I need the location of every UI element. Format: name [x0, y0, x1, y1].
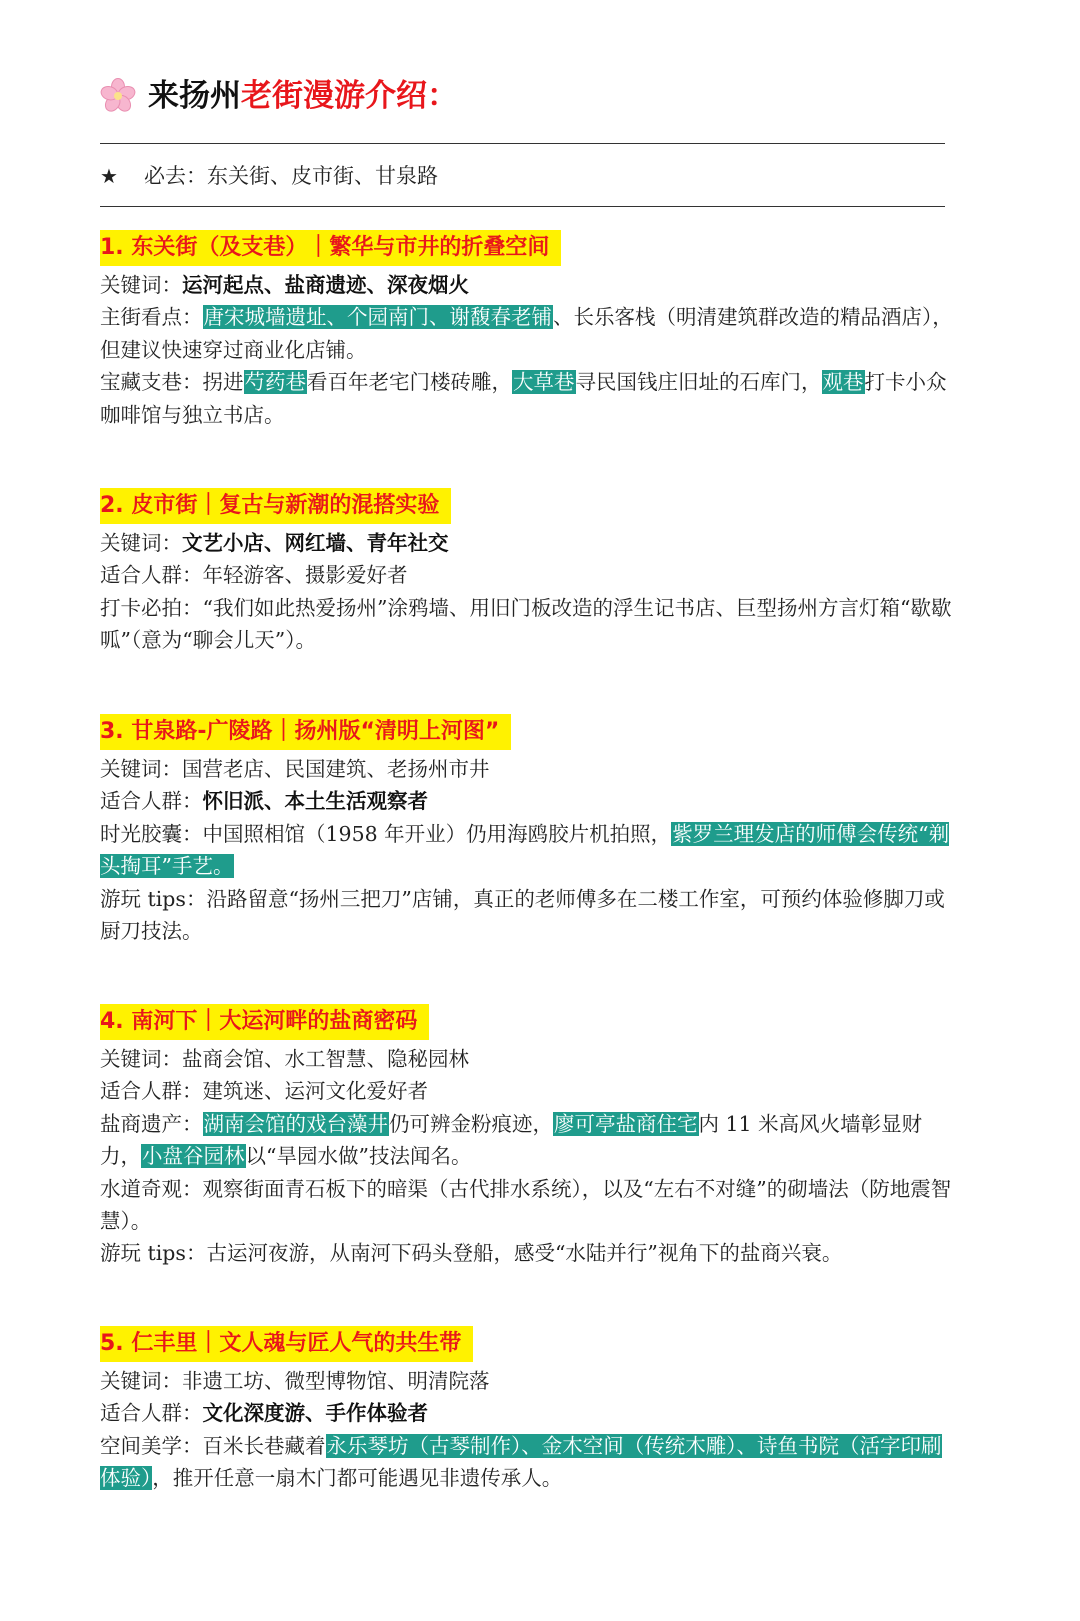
crowd-line: 适合人群：怀旧派、本土生活观察者: [100, 789, 428, 814]
keywords-line: 关键词：国营老店、民国建筑、老扬州市井: [100, 757, 490, 781]
divider-line: [100, 206, 945, 207]
section-heading: 5. 仁丰里｜文人魂与匠人气的共生带: [100, 1326, 473, 1362]
highlight-text: 大草巷: [513, 370, 575, 395]
section-dongguan-street: [100, 230, 960, 431]
section-heading: 2. 皮市街｜复古与新潮的混搭实验: [100, 488, 451, 524]
title-prefix: 来扬州: [148, 78, 241, 114]
must-go-line: [100, 158, 438, 194]
title-highlight: 老街漫游介绍：: [241, 78, 458, 114]
section-heading: 3. 甘泉路-广陵路｜扬州版“清明上河图”: [100, 714, 511, 750]
keywords-line: 关键词：非遗工坊、微型博物馆、明清院落: [100, 1369, 490, 1393]
tips-line: 游玩 tips：古运河夜游，从南河下码头登船，感受“水陆并行”视角下的盐商兴衰。: [100, 1241, 843, 1266]
crowd-line: 适合人群：建筑迷、运河文化爱好者: [100, 1079, 428, 1104]
photo-spots-line: 打卡必拍：“我们如此热爱扬州”涂鸦墙、用旧门板改造的浮生记书店、巨型扬州方言灯箱“歇歇呱”（意为“聊会儿天”）。: [100, 595, 952, 653]
cherry-blossom-icon: [100, 78, 136, 114]
section-heading: 4. 南河下｜大运河畔的盐商密码: [100, 1004, 429, 1040]
section-nanhexia: [100, 1004, 960, 1270]
highlight-text: 紫罗兰理发店的师傅会传统“剃头掏耳”手艺。: [100, 821, 950, 879]
highlight-text: 廖可亭盐商住宅: [554, 1111, 698, 1136]
waterway-line: 水道奇观：观察街面青石板下的暗渠（古代排水系统），以及“左右不对缝”的砌墙法（防地震智慧）。: [100, 1176, 952, 1234]
heritage-line: 盐商遗产：湖南会馆的戏台藻井仍可辨金粉痕迹，廖可亭盐商住宅内 11 米高风火墙彰显财力，小盘谷园林以“旱园水做”技法闻名。: [100, 1111, 923, 1169]
alley-line: 宝藏支巷：拐进芍药巷看百年老宅门楼砖雕，大草巷寻民国钱庄旧址的石库门，观巷打卡小众咖啡馆与独立书店。: [100, 370, 947, 427]
section-renfengli: [100, 1326, 960, 1495]
space-aesthetics-line: 空间美学：百米长巷藏着永乐琴坊（古琴制作）、金木空间（传统木雕）、诗鱼书院（活字印刷体验），推开任意一扇木门都可能遇见非遗传承人。: [100, 1433, 942, 1491]
highlight-text: 湖南会馆的戏台藻井: [203, 1111, 388, 1136]
highlight-text: 芍药巷: [244, 370, 306, 395]
highlight-text: 小盘谷园林: [142, 1144, 245, 1169]
highlight-text: 唐宋城墙遗址、个园南门、谢馥春老铺: [203, 305, 552, 330]
must-go-text: 必去：东关街、皮市街、甘泉路: [144, 164, 438, 188]
section-pishi-street: [100, 488, 960, 657]
highlight-text: 永乐琴坊（古琴制作）、金木空间（传统木雕）、诗鱼书院（活字印刷体验）: [100, 1433, 942, 1491]
keywords-line: 关键词：盐商会馆、水工智慧、隐秘园林: [100, 1047, 469, 1071]
divider-line: [100, 143, 945, 144]
crowd-line: 适合人群：年轻游客、摄影爱好者: [100, 563, 408, 588]
star-icon: ★: [100, 164, 118, 188]
section-ganquan-road: [100, 714, 960, 947]
crowd-line: 适合人群：文化深度游、手作体验者: [100, 1401, 428, 1426]
section-heading: 1. 东关街（及支巷）｜繁华与市井的折叠空间: [100, 230, 561, 266]
page-title: [100, 74, 458, 118]
tips-line: 游玩 tips：沿路留意“扬州三把刀”店铺，真正的老师傅多在二楼工作室，可预约体验修脚刀或厨刀技法。: [100, 886, 945, 944]
main-street-line: 主街看点：唐宋城墙遗址、个园南门、谢馥春老铺、长乐客栈（明清建筑群改造的精品酒店），但建议快速穿过商业化店铺。: [100, 305, 953, 362]
keywords-line: 关键词：文艺小店、网红墙、青年社交: [100, 531, 449, 555]
time-capsule-line: 时光胶囊：中国照相馆（1958 年开业）仍用海鸥胶片机拍照，紫罗兰理发店的师傅会传统“剃头掏耳”手艺。: [100, 821, 950, 879]
highlight-text: 观巷: [822, 370, 864, 395]
keywords-line: 关键词：运河起点、盐商遗迹、深夜烟火: [100, 273, 469, 297]
